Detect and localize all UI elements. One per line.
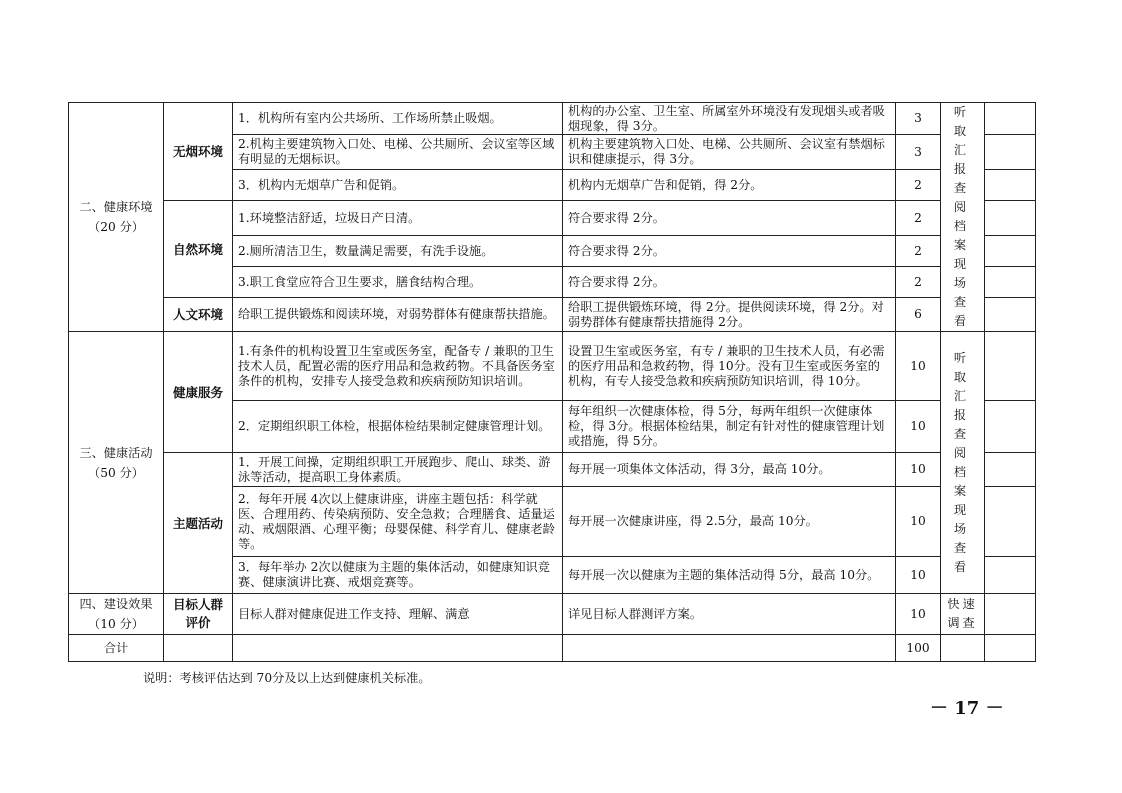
category-title: 三、健康活动 bbox=[79, 445, 153, 460]
score-cell: 10 bbox=[896, 557, 941, 594]
score-cell: 2 bbox=[896, 236, 941, 267]
score-cell: 3 bbox=[896, 135, 941, 170]
scoring-cell: 每开展一次以健康为主题的集体活动得 5分，最高 10分。 bbox=[563, 557, 896, 594]
blank-cell bbox=[985, 135, 1036, 170]
scoring-cell: 机构内无烟草广告和促销，得 2分。 bbox=[563, 170, 896, 201]
requirement-cell: 3.职工食堂应符合卫生要求，膳食结构合理。 bbox=[233, 267, 563, 298]
scoring-cell: 设置卫生室或医务室，有专 / 兼职的卫生技术人员，有必需的医疗用品和急救药物，得 10分。没有卫生室或医务室的机构，有专人接受急救和疾病预防知识培训，得 10分。 bbox=[563, 332, 896, 401]
requirement-cell: 3．每年举办 2次以健康为主题的集体活动，如健康知识竞赛、健康演讲比赛、戒烟竞赛等。 bbox=[233, 557, 563, 594]
blank-cell bbox=[985, 635, 1036, 662]
table-row bbox=[69, 453, 1036, 487]
table-row bbox=[69, 332, 1036, 401]
blank-cell bbox=[985, 236, 1036, 267]
evaluation-table bbox=[68, 102, 1036, 662]
method-cell: 快速调查 bbox=[941, 594, 985, 635]
table-row bbox=[69, 298, 1036, 332]
category-points: （50 分） bbox=[88, 465, 144, 480]
category-points: （10 分） bbox=[88, 617, 144, 631]
blank-cell bbox=[985, 201, 1036, 236]
footnote: 说明：考核评估达到 70分及以上达到健康机关标准。 bbox=[143, 671, 431, 685]
blank-cell bbox=[985, 401, 1036, 453]
score-cell: 10 bbox=[896, 487, 941, 557]
total-label: 合计 bbox=[69, 635, 164, 662]
blank-cell bbox=[985, 298, 1036, 332]
method-cell: 听取汇报查阅档案现场查看 bbox=[941, 332, 985, 594]
table-row bbox=[69, 103, 1036, 135]
requirement-cell: 1.有条件的机构设置卫生室或医务室，配备专 / 兼职的卫生技术人员，配置必需的医疗用品和急救药物。不具备医务室条件的机构，安排专人接受急救和疾病预防知识培训。 bbox=[233, 332, 563, 401]
scoring-cell: 给职工提供锻炼环境，得 2分。提供阅读环境，得 2分。对弱势群体有健康帮扶措施得 2分。 bbox=[563, 298, 896, 332]
scoring-cell: 符合要求得 2分。 bbox=[563, 236, 896, 267]
subcategory-cell: 自然环境 bbox=[164, 201, 233, 298]
scoring-cell: 详见目标人群测评方案。 bbox=[563, 594, 896, 635]
blank-cell bbox=[563, 635, 896, 662]
subcategory-cell: 无烟环境 bbox=[164, 103, 233, 201]
method-cell: 听取汇报查阅档案现场查看 bbox=[941, 103, 985, 332]
score-cell: 2 bbox=[896, 267, 941, 298]
score-cell: 10 bbox=[896, 453, 941, 487]
blank-cell bbox=[985, 170, 1036, 201]
blank-cell bbox=[233, 635, 563, 662]
requirement-cell: 2．每年开展 4次以上健康讲座，讲座主题包括：科学就医、合理用药、传染病预防、安全急救；合理膳食、适量运动、戒烟限酒、心理平衡；母婴保健、科学育儿、健康老龄等。 bbox=[233, 487, 563, 557]
score-cell: 10 bbox=[896, 401, 941, 453]
table-row bbox=[69, 635, 1036, 662]
blank-cell bbox=[985, 332, 1036, 401]
category-cell bbox=[69, 594, 164, 635]
blank-cell bbox=[164, 635, 233, 662]
score-cell: 2 bbox=[896, 201, 941, 236]
requirement-cell: 2．定期组织职工体检，根据体检结果制定健康管理计划。 bbox=[233, 401, 563, 453]
blank-cell bbox=[985, 557, 1036, 594]
page-number: － 17 － bbox=[930, 698, 1004, 719]
blank-cell bbox=[985, 453, 1036, 487]
blank-cell bbox=[985, 103, 1036, 135]
scoring-cell: 机构的办公室、卫生室、所属室外环境没有发现烟头或者吸烟现象，得 3分。 bbox=[563, 103, 896, 135]
score-cell: 10 bbox=[896, 594, 941, 635]
table-row bbox=[69, 201, 1036, 236]
requirement-cell: 1．开展工间操，定期组织职工开展跑步、爬山、球类、游泳等活动，提高职工身体素质。 bbox=[233, 453, 563, 487]
category-cell bbox=[69, 332, 164, 594]
requirement-cell: 目标人群对健康促进工作支持、理解、满意 bbox=[233, 594, 563, 635]
blank-cell bbox=[985, 487, 1036, 557]
scoring-cell: 每开展一次健康讲座，得 2.5分，最高 10分。 bbox=[563, 487, 896, 557]
requirement-cell: 2.厕所清洁卫生，数量满足需要，有洗手设施。 bbox=[233, 236, 563, 267]
category-points: （20 分） bbox=[88, 220, 144, 234]
blank-cell bbox=[941, 635, 985, 662]
requirement-cell: 给职工提供锻炼和阅读环境，对弱势群体有健康帮扶措施。 bbox=[233, 298, 563, 332]
scoring-cell: 每年组织一次健康体检，得 5分，每两年组织一次健康体检，得 3分。根据体检结果，制定有针对性的健康管理计划或措施，得 5分。 bbox=[563, 401, 896, 453]
score-cell: 10 bbox=[896, 332, 941, 401]
blank-cell bbox=[985, 594, 1036, 635]
category-title: 四、建设效果 bbox=[79, 597, 153, 611]
score-cell: 2 bbox=[896, 170, 941, 201]
table-row bbox=[69, 594, 1036, 635]
category-title: 二、健康环境 bbox=[79, 200, 153, 214]
subcategory-cell: 主题活动 bbox=[164, 453, 233, 594]
scoring-cell: 机构主要建筑物入口处、电梯、公共厕所、会议室有禁烟标识和健康提示，得 3分。 bbox=[563, 135, 896, 170]
score-cell: 3 bbox=[896, 103, 941, 135]
scoring-cell: 每开展一项集体文体活动，得 3分，最高 10分。 bbox=[563, 453, 896, 487]
requirement-cell: 1．机构所有室内公共场所、工作场所禁止吸烟。 bbox=[233, 103, 563, 135]
blank-cell bbox=[985, 267, 1036, 298]
scoring-cell: 符合要求得 2分。 bbox=[563, 201, 896, 236]
requirement-cell: 3．机构内无烟草广告和促销。 bbox=[233, 170, 563, 201]
subcategory-cell: 健康服务 bbox=[164, 332, 233, 453]
subcategory-cell: 人文环境 bbox=[164, 298, 233, 332]
requirement-cell: 1.环境整洁舒适，垃圾日产日清。 bbox=[233, 201, 563, 236]
score-cell: 6 bbox=[896, 298, 941, 332]
total-score: 100 bbox=[896, 635, 941, 662]
subcategory-cell: 目标人群评价 bbox=[164, 594, 233, 635]
requirement-cell: 2.机构主要建筑物入口处、电梯、公共厕所、会议室等区域有明显的无烟标识。 bbox=[233, 135, 563, 170]
scoring-cell: 符合要求得 2分。 bbox=[563, 267, 896, 298]
category-cell bbox=[69, 103, 164, 332]
